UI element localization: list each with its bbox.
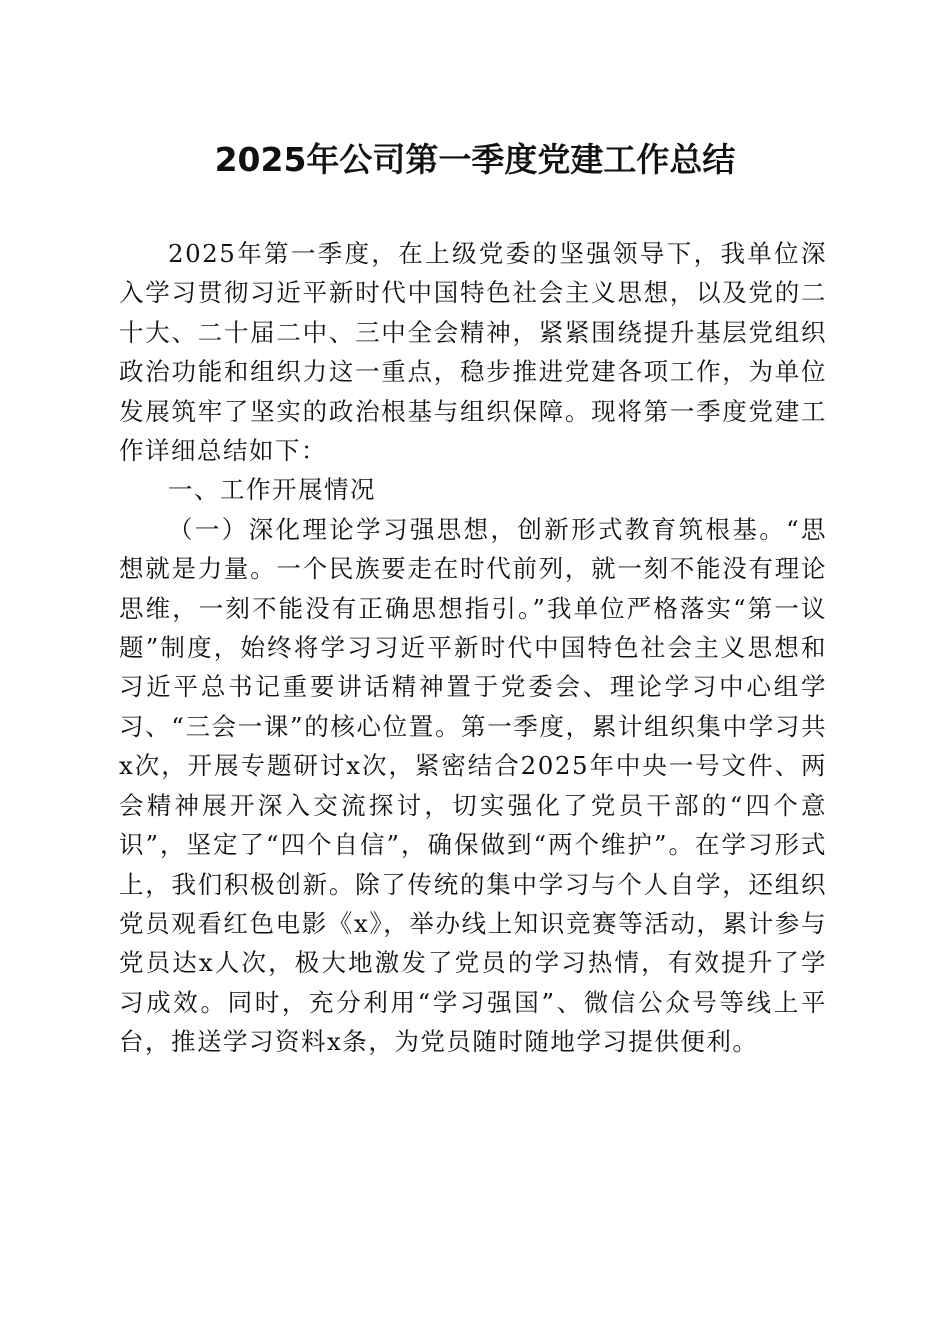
section-heading: 一、工作开展情况 [168,475,376,505]
document-title: 2025年公司第一季度党建工作总结 [214,140,736,179]
subsection-paragraph [119,510,827,1062]
document-body [119,234,827,1062]
intro-paragraph: 2025年第一季度，在上级党委的坚强领导下，我单位深入学习贯彻习近平新时代中国特色社会主义思想，以及党的二十大、二十届二中、三中全会精神，紧紧围绕提升基层党组织政治功能和组织力这一重点，稳步推进党建各项工作，为单位发展筑牢了坚实的政治根基与组织保障。现将第一季度党建工作详细总结如下： [119,239,827,466]
subsection-body: “思想就是力量。一个民族要走在时代前列，就一刻不能没有理论思维，一刻不能没有正确思想指引。”我单位严格落实“第一议题”制度，始终将学习习近平新时代中国特色社会主义思想和习近平总书记重要讲话精神置于党委会、理论学习中心组学习、“三会一课”的核心位置。第一季度，累计组织集中学习共x次，开展专题研讨x次，紧密结合2025年中央一号文件、两会精神展开深入交流探讨，切实强化了党员干部的“四个意识”，坚定了“四个自信”，确保做到“两个维护”。在学习形式上，我们积极创新。除了传统的集中学习与个人自学，还组织党员观看红色电影《x》，举办线上知识竞赛等活动，累计参与党员达x人次，极大地激发了党员的学习热情，有效提升了学习成效。同时，充分利用“学习强国”、微信公众号等线上平台，推送学习资料x条，为党员随时随地学习提供便利。 [119,514,827,1057]
subsection-heading: （一）深化理论学习强思想，创新形式教育筑根基。 [168,514,787,544]
